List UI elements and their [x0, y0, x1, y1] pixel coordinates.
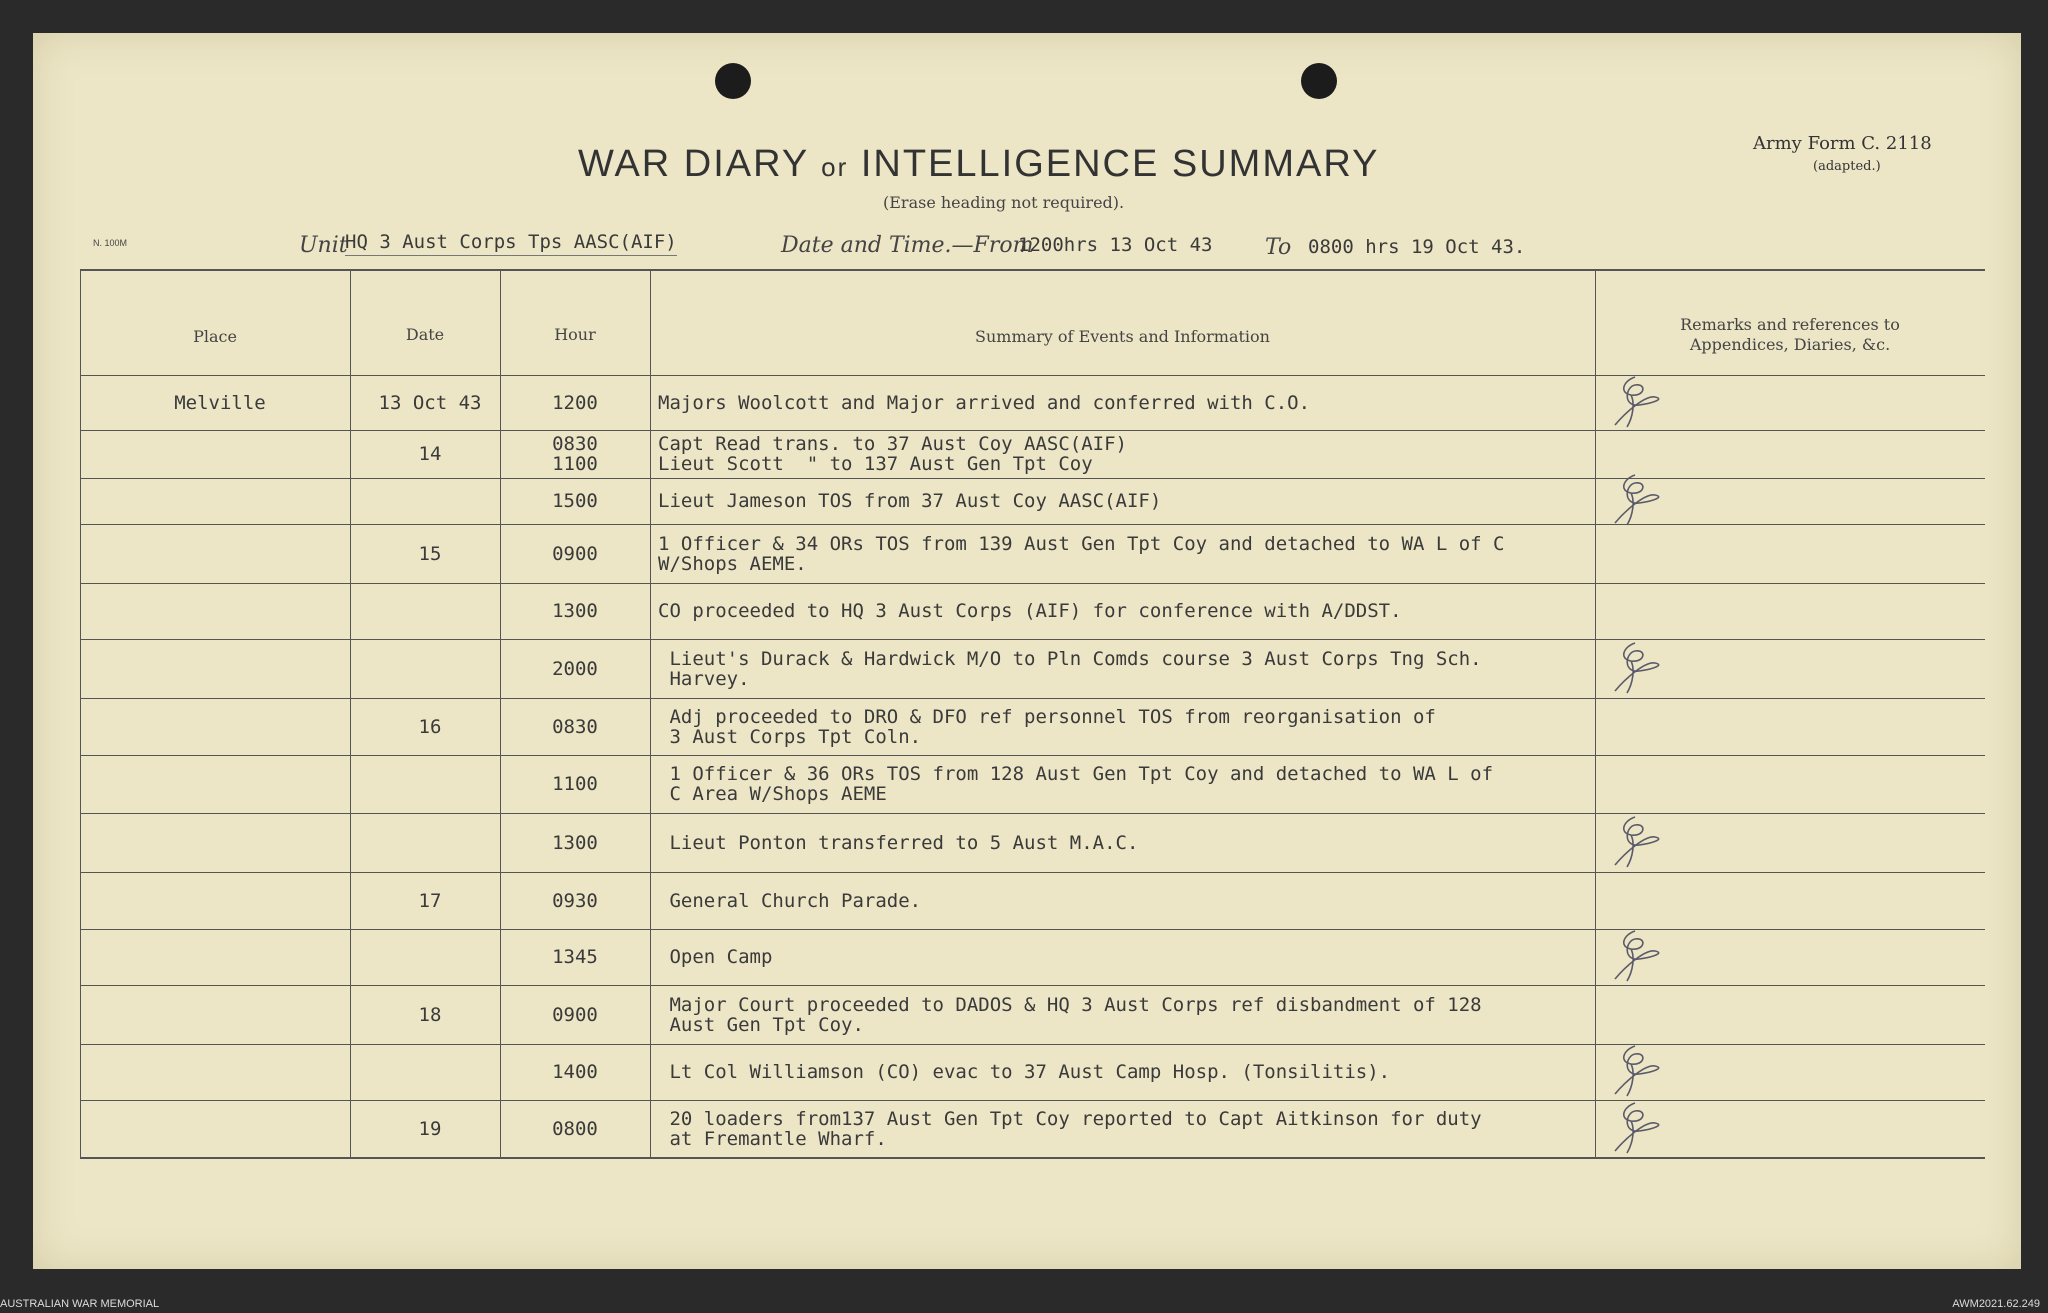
initials-signature-icon: [1605, 1042, 1675, 1102]
from-value: 1200hrs 13 Oct 43: [1018, 234, 1213, 256]
summary-cell: Majors Woolcott and Major arrived and conferred with C.O.: [658, 391, 1311, 414]
header-remarks: Remarks and references to Appendices, Diaries, &c.: [1680, 315, 1900, 354]
hour-cell: 0800: [552, 1117, 598, 1140]
date-time-label: Date and Time.—From: [781, 233, 1034, 258]
summary-cell: Lieut Ponton transferred to 5 Aust M.A.C.: [658, 831, 1139, 854]
summary-cell: CO proceeded to HQ 3 Aust Corps (AIF) for conference with A/DDST.: [658, 600, 1402, 622]
to-label: To: [1265, 235, 1292, 260]
diary-table: [80, 269, 1985, 1209]
summary-cell: Lieut Jameson TOS from 37 Aust Coy AASC(AIF): [658, 490, 1162, 512]
date-cell: 15: [418, 542, 442, 565]
table-rule: [500, 269, 501, 1157]
unit-label: Unit: [299, 233, 348, 258]
summary-cell: Adj proceeded to DRO & DFO ref personnel TOS from reorganisation of 3 Aust Corps Tpt Coln.: [669, 705, 1436, 748]
footer-left: AUSTRALIAN WAR MEMORIAL: [0, 1298, 160, 1310]
date-cell: 16: [418, 715, 442, 738]
summary-cell: Lieut's Durack & Hardwick M/O to Pln Comds course 3 Aust Corps Tng Sch. Harvey.: [669, 647, 1482, 690]
date-cell: 17: [418, 889, 442, 912]
summary-cell: Major Court proceeded to DADOS & HQ 3 Aust Corps ref disbandment of 128 Aust Gen Tpt Coy.: [669, 993, 1482, 1036]
date-cell: 13 Oct 43: [378, 391, 482, 414]
table-rule: [1595, 269, 1596, 1157]
initials-signature-icon: [1605, 1099, 1675, 1159]
table-rule: [80, 929, 1985, 930]
table-rule: [80, 639, 1985, 640]
print-mark: N. 100M: [93, 238, 128, 248]
header-date: Date: [405, 325, 445, 344]
initials-signature-icon: [1605, 471, 1675, 531]
hour-cell: 1500: [552, 490, 598, 512]
table-rule: [80, 1157, 1985, 1159]
diary-sheet: [33, 33, 2021, 1269]
hour-cell: 1400: [552, 1061, 598, 1083]
summary-cell: Lt Col Williamson (CO) evac to 37 Aust Camp Hosp. (Tonsilitis).: [658, 1061, 1391, 1083]
table-rule: [80, 755, 1985, 756]
hour-cell: 0830 1100: [552, 433, 598, 475]
header-place: Place: [193, 327, 237, 346]
table-rule: [80, 872, 1985, 873]
place-cell: Melville: [174, 391, 266, 414]
footer-right: AWM2021.62.249: [1952, 1298, 2040, 1310]
date-cell: 14: [418, 443, 442, 465]
summary-cell: Open Camp: [658, 946, 773, 968]
initials-signature-icon: [1605, 813, 1675, 873]
table-rule: [350, 269, 351, 1157]
hour-cell: 2000: [552, 657, 598, 680]
hour-cell: 1300: [552, 600, 598, 622]
header-summary: Summary of Events and Information: [975, 327, 1270, 346]
table-rule: [80, 524, 1985, 525]
initials-signature-icon: [1605, 639, 1675, 699]
table-rule: [80, 698, 1985, 699]
hour-cell: 0900: [552, 1003, 598, 1026]
summary-cell: 1 Officer & 34 ORs TOS from 139 Aust Gen Tpt Coy and detached to WA L of C W/Shops AEME.: [658, 532, 1505, 575]
table-rule: [80, 430, 1985, 431]
table-rule: [80, 269, 81, 1157]
table-rule: [80, 1100, 1985, 1101]
summary-cell: Capt Read trans. to 37 Aust Coy AASC(AIF) Lieut Scott " to 137 Aust Gen Tpt Coy: [658, 433, 1127, 475]
table-rule: [650, 269, 651, 1157]
table-rule: [80, 1044, 1985, 1045]
table-rule: [80, 813, 1985, 814]
form-number: Army Form C. 2118: [1753, 133, 1932, 154]
hour-cell: 1345: [552, 946, 598, 968]
table-rule: [80, 985, 1985, 986]
header-hour: Hour: [554, 325, 596, 344]
erase-note: (Erase heading not required).: [883, 193, 1125, 212]
table-rule: [80, 583, 1985, 584]
summary-cell: General Church Parade.: [658, 889, 922, 912]
hour-cell: 1300: [552, 831, 598, 854]
punch-hole: [715, 63, 751, 99]
form-adapted: (adapted.): [1813, 159, 1881, 174]
to-value: 0800 hrs 19 Oct 43.: [1308, 236, 1526, 258]
form-title: WAR DIARY or INTELLIGENCE SUMMARY: [578, 143, 1380, 185]
summary-cell: 20 loaders from137 Aust Gen Tpt Coy reported to Capt Aitkinson for duty at Fremantle Wharf.: [669, 1107, 1482, 1150]
punch-hole: [1301, 63, 1337, 99]
hour-cell: 0900: [552, 542, 598, 565]
table-rule: [80, 478, 1985, 479]
hour-cell: 0930: [552, 889, 598, 912]
initials-signature-icon: [1605, 373, 1675, 433]
unit-value: HQ 3 Aust Corps Tps AASC(AIF): [345, 231, 677, 256]
summary-cell: 1 Officer & 36 ORs TOS from 128 Aust Gen Tpt Coy and detached to WA L of C Area W/Shops AEME: [669, 763, 1494, 805]
table-rule: [80, 269, 1985, 271]
date-cell: 19: [418, 1117, 442, 1140]
hour-cell: 1100: [552, 773, 598, 795]
table-rule: [80, 375, 1985, 376]
hour-cell: 1200: [552, 391, 598, 414]
initials-signature-icon: [1605, 927, 1675, 987]
hour-cell: 0830: [552, 715, 598, 738]
date-cell: 18: [418, 1003, 442, 1026]
